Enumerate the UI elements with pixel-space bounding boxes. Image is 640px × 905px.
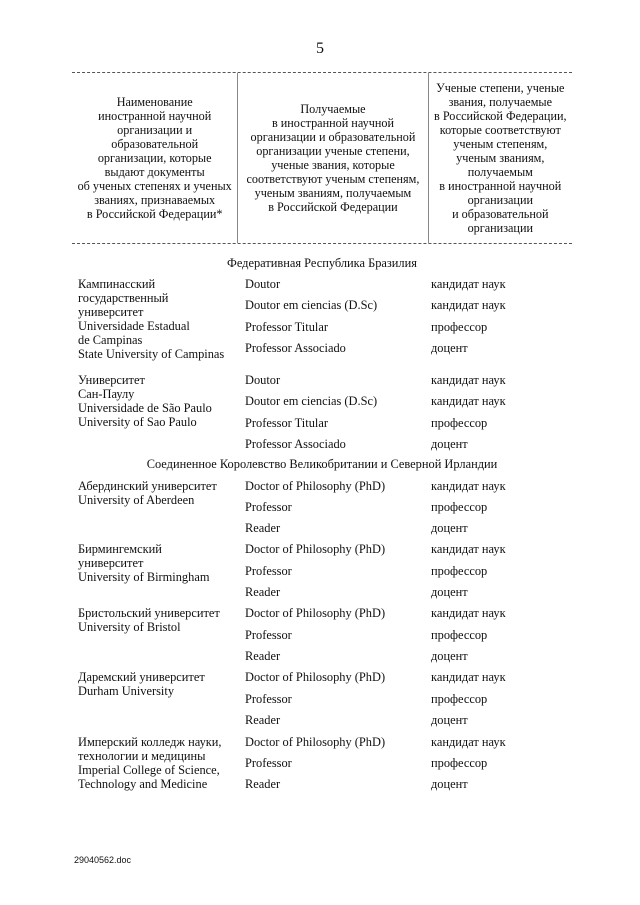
- russian-degree: профессор: [431, 692, 488, 706]
- foreign-degree: Doctor of Philosophy (PhD): [245, 606, 386, 620]
- russian-degree: кандидат наук: [431, 735, 506, 749]
- foreign-degree: Professor Titular: [245, 320, 328, 334]
- russian-degree: профессор: [431, 628, 488, 642]
- institution-name: Даремский университет Durham University: [78, 670, 205, 698]
- russian-degree: кандидат наук: [431, 479, 506, 493]
- foreign-degree: Doctor of Philosophy (PhD): [245, 479, 386, 493]
- page-number: 5: [316, 40, 324, 57]
- russian-degree: профессор: [431, 416, 488, 430]
- russian-degree: профессор: [431, 500, 488, 514]
- institution-name: Кампинасский государственный университет Universidade Estadual de Campinas State University of Campinas: [78, 277, 225, 361]
- foreign-degree: Professor: [245, 756, 292, 770]
- foreign-degree: Doctor of Philosophy (PhD): [245, 670, 386, 684]
- russian-degree: кандидат наук: [431, 606, 506, 620]
- country-heading: Соединенное Королевство Великобритании и Северной Ирландии: [146, 457, 498, 471]
- header-col-foreign-degrees: Получаемые в иностранной научной организации и образовательной организации ученые степени, ученые звания, которые соответствуют ученым степеням, ученым званиям, получаемым в Российской Федерации: [237, 73, 427, 243]
- foreign-degree: Doutor em ciencias (D.Sc): [245, 394, 378, 408]
- russian-degree: профессор: [431, 756, 488, 770]
- foreign-degree: Reader: [245, 521, 281, 535]
- header-col-organization: Наименование иностранной научной организации и образовательной организации, которые выдают документы об ученых степенях и ученых званиях, признаваемых в Российской Федерации*: [77, 95, 232, 221]
- russian-degree: доцент: [431, 341, 468, 355]
- institution-name: Бристольский университет University of Bristol: [78, 606, 220, 634]
- russian-degree: кандидат наук: [431, 373, 506, 387]
- foreign-degree: Professor Titular: [245, 416, 328, 430]
- foreign-degree: Professor: [245, 500, 292, 514]
- foreign-degree: Doutor: [245, 373, 281, 387]
- document-footer: 29040562.doc: [74, 855, 132, 865]
- russian-degree: доцент: [431, 437, 468, 451]
- institution-name: Бирмингемский университет University of Birmingham: [78, 542, 210, 584]
- russian-degree: кандидат наук: [431, 394, 506, 408]
- foreign-degree: Doctor of Philosophy (PhD): [245, 542, 386, 556]
- foreign-degree: Reader: [245, 777, 281, 791]
- foreign-degree: Professor: [245, 692, 292, 706]
- russian-degree: кандидат наук: [431, 542, 506, 556]
- foreign-degree: Professor Associado: [245, 437, 346, 451]
- foreign-degree: Doutor: [245, 277, 281, 291]
- institution-name: Университет Сан-Паулу Universidade de São Paulo University of Sao Paulo: [78, 373, 212, 429]
- russian-degree: доцент: [431, 713, 468, 727]
- foreign-degree: Professor: [245, 628, 292, 642]
- header-col-russian-degrees: Ученые степени, ученые звания, получаемые в Российской Федерации, которые соответствуют ученым степеням, ученым званиям, получаемым в иностранной научной организации и образовательной организации: [428, 73, 572, 243]
- foreign-degree: Reader: [245, 585, 281, 599]
- foreign-degree: Doutor em ciencias (D.Sc): [245, 298, 378, 312]
- foreign-degree: Reader: [245, 649, 281, 663]
- russian-degree: кандидат наук: [431, 277, 506, 291]
- russian-degree: кандидат наук: [431, 298, 506, 312]
- russian-degree: доцент: [431, 649, 468, 663]
- foreign-degree: Doctor of Philosophy (PhD): [245, 735, 386, 749]
- institution-name: Абердинский университет University of Aberdeen: [78, 479, 217, 507]
- russian-degree: профессор: [431, 320, 488, 334]
- table-header: [72, 72, 572, 244]
- foreign-degree: Professor: [245, 564, 292, 578]
- russian-degree: профессор: [431, 564, 488, 578]
- russian-degree: кандидат наук: [431, 670, 506, 684]
- russian-degree: доцент: [431, 585, 468, 599]
- country-heading: Федеративная Республика Бразилия: [227, 256, 417, 270]
- institution-name: Имперский колледж науки, технологии и медицины Imperial College of Science, Technology and Medicine: [78, 735, 222, 791]
- russian-degree: доцент: [431, 521, 468, 535]
- foreign-degree: Reader: [245, 713, 281, 727]
- russian-degree: доцент: [431, 777, 468, 791]
- foreign-degree: Professor Associado: [245, 341, 346, 355]
